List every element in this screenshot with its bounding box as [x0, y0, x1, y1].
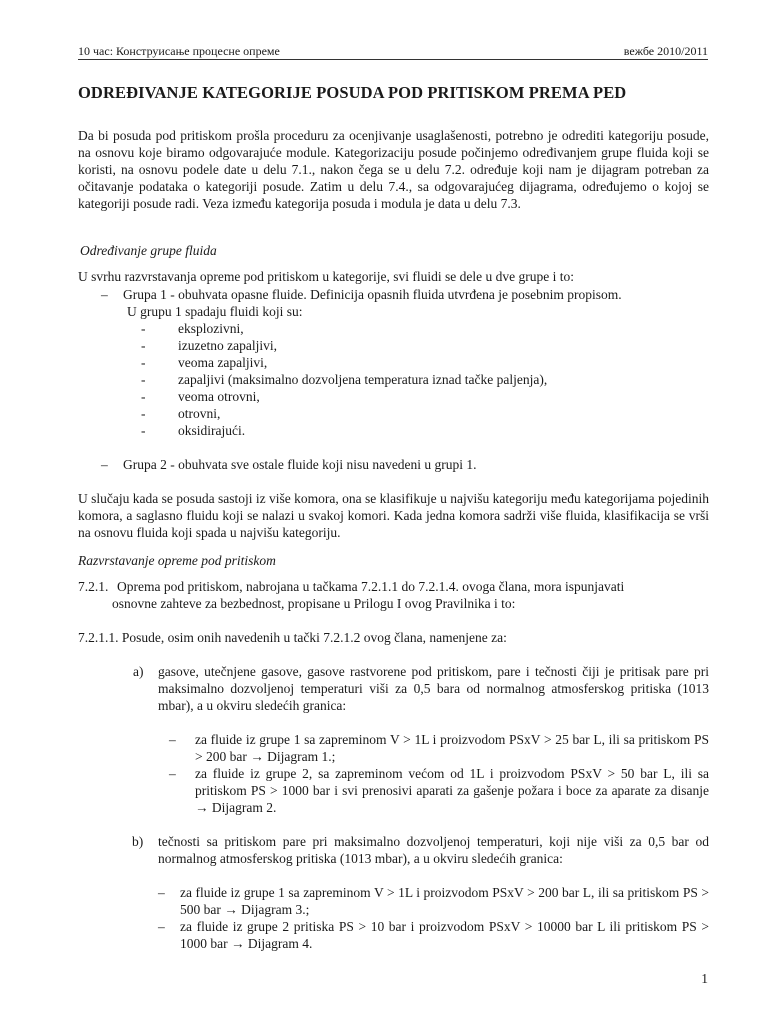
- list-item: veoma zapaljivi,: [178, 355, 268, 370]
- b-item1-bullet: –: [158, 885, 165, 900]
- a-item1-bullet: –: [169, 732, 176, 747]
- page-title: ODREĐIVANJE KATEGORIJE POSUDA POD PRITISKOM PREMA PED: [78, 83, 627, 102]
- clause-7-2-1-line1: Oprema pod pritiskom, nabrojana u tačkama 7.2.1.1 do 7.2.1.4. ovoga člana, mora ispunjavati: [117, 579, 625, 594]
- list-item: eksplozivni,: [178, 321, 244, 336]
- list-item: zapaljivi (maksimalno dozvoljena temperatura iznad tačke paljenja),: [178, 372, 548, 387]
- group1-bullet: –: [101, 287, 108, 302]
- clause-7-2-1-line2: osnovne zahteve za bezbednost, propisane u Prilogu I ovog Pravilnika i to:: [112, 596, 516, 611]
- header-right: вежбе 2010/2011: [623, 44, 708, 58]
- section-heading-fluid-groups: Određivanje grupe fluida: [80, 243, 217, 258]
- item-a-label: a): [133, 664, 144, 679]
- item-b-text: tečnosti sa pritiskom pare pri maksimalno dozvoljenoj temperaturi, koji nije viši za 0,5 bar od normalnog atmosferskog pritiska (1013 mbar), a u okviru sledećih granica:: [158, 834, 709, 866]
- group1-text: Grupa 1 - obuhvata opasne fluide. Definicija opasnih fluida utvrđena je posebnim propisom.: [123, 287, 622, 302]
- a-item1-text: za fluide iz grupe 1 sa zapreminom V > 1L i proizvodom PSxV > 25 bar L, ili sa pritiskom PS > 200 bar → Dijagram 1.;: [195, 732, 709, 764]
- list-item: izuzetno zapaljivi,: [178, 338, 277, 353]
- group2-text: Grupa 2 - obuhvata sve ostale fluide koji nisu navedeni u grupi 1.: [123, 457, 477, 472]
- group1-sublead: U grupu 1 spadaju fluidi koji su:: [127, 304, 303, 319]
- group2-bullet: –: [101, 457, 108, 472]
- document-page: 10 час: Конструисање процесне опреме вежбе 2010/2011 ODREĐIVANJE KATEGORIJE POSUDA POD PRITISKOM PREMA PED Da bi posuda pod pritiskom prošla proceduru za ocenjivanje usaglašenosti, potrebno je odrediti kategoriju posude, na osnovu koje biramo odgovarajuće module. Kategorizaciju posude počinjemo određivanjem grupe fluida koji se koristi, na osnovu podele date u delu 7.1., nakon čega se u delu 7.2. određuje koji nam je dijagram potreban za očitavanje podataka o kategoriji posude. Zatim u delu 7.4., sa odgovarajućeg dijagrama, određujemo o kojoj se kategoriji posude radi. Veza između kategorija posuda i modula je data u delu 7.3. Određivanje grupe fluida U svrhu razvrstavanja opreme pod pritiskom u kategorije, svi fluidi se dele u dve grupe i to: – Grupa 1 - obuhvata opasne fluide. Definicija opasnih fluida utvrđena je posebnim propisom. U grupu 1 spadaju fluidi koji su: - eksplozivni, - izuzetno zapaljivi, - veoma zapaljivi, - zapaljivi (maksimalno dozvoljena temperatura iznad tačke paljenja), - veoma otrovni, - otrovni, - oksidirajući. – Grupa 2 - obuhvata sve ostale fluide koji nisu navedeni u grupi 1. U slučaju kada se posuda sastoji iz više komora, ona se klasifikuje u najvišu kategoriju među kategorijama pojedinih komora, a saglasno fluidu koji se nalazi u svakoj komori. Kada jedna komora sadrži više fluida, klasifikacija se vrši na osnovu fluida koji spada u najvišu kategoriju. Razvrstavanje opreme pod pritiskom 7.2.1. Oprema pod pritiskom, nabrojana u tačkama 7.2.1.1 do 7.2.1.4. ovoga člana, mora ispunjavati osnovne zahteve za bezbednost, propisane u Prilogu I ovog Pravilnika i to: 7.2.1.1. Posude, osim onih navedenih u tački 7.2.1.2 ovog člana, namenjene za: a) gasove, utečnjene gasove, gasove rastvorene pod pritiskom, pare i tečnosti čiji je pritisak pare pri maksimalno dozvoljenoj temperaturi viši za 0,5 bara od normalnog atmosferskog pritiska (1013 mbar), a u okviru sledećih granica: – za fluide iz grupe 1 sa zapreminom V > 1L i proizvodom PSxV > 25 bar L, ili sa pritiskom PS > 200 bar → Dijagram 1.; – za fluide iz grupe 2, sa zapreminom većom od 1L i proizvodom PSxV > 50 bar L, ili sa pritiskom PS > 1000 bar i svi prenosivi aparati za gašenje požara i boce za aparate za disanje → Dijagram 2. b) tečnosti sa pritiskom pare pri maksimalno dozvoljenoj temperaturi, koji nije viši za 0,5 bar od normalnog atmosferskog pritiska (1013 mbar), a u okviru sledećih granica: – za fluide iz grupe 1 sa zapreminom V > 1L i proizvodom PSxV > 200 bar L, ili sa pritiskom PS > 500 bar → Dijagram 3.; – za fluide iz grupe 2 pritiska PS > 10 bar i proizvodom PSxV > 10000 bar L ili pritiskom PS > 1000 bar → Dijagram 4. 1: [78, 44, 709, 986]
- b-item2-bullet: –: [158, 919, 165, 934]
- running-header: [78, 44, 708, 60]
- clause-7-2-1-1: 7.2.1.1. Posude, osim onih navedenih u tački 7.2.1.2 ovog člana, namenjene za:: [78, 630, 507, 645]
- header-left: 10 час: Конструисање процесне опреме: [78, 44, 280, 58]
- fluid-groups-lead: U svrhu razvrstavanja opreme pod pritiskom u kategorije, svi fluidi se dele u dve grupe i to:: [78, 269, 574, 284]
- list-item: veoma otrovni,: [178, 389, 260, 404]
- item-b-label: b): [132, 834, 144, 849]
- item-a-text: gasove, utečnjene gasove, gasove rastvorene pod pritiskom, pare i tečnosti čiji je pritisak pare pri maksimalno dozvoljenoj temperaturi viši za 0,5 bara od normalnog atmosferskog pritiska (1013 mbar), a u okviru sledećih granica:: [158, 664, 709, 713]
- b-item1-text: za fluide iz grupe 1 sa zapreminom V > 1L i proizvodom PSxV > 200 bar L, ili sa pritiskom PS > 500 bar → Dijagram 3.;: [180, 885, 709, 917]
- list-item: oksidirajući.: [178, 423, 246, 438]
- section-heading-classification: Razvrstavanje opreme pod pritiskom: [78, 553, 276, 568]
- clause-7-2-1-number: 7.2.1.: [78, 579, 109, 594]
- multi-chamber-paragraph: U slučaju kada se posuda sastoji iz više komora, ona se klasifikuje u najvišu kategoriju među kategorijama pojedinih komora, a saglasno fluidu koji se nalazi u svakoj komori. Kada jedna komora sadrži više fluida, klasifikacija se vrši na osnovu fluida koji spada u najvišu kategoriju.: [78, 491, 709, 540]
- a-item2-bullet: –: [169, 766, 176, 781]
- intro-paragraph: Da bi posuda pod pritiskom prošla proceduru za ocenjivanje usaglašenosti, potrebno je odrediti kategoriju posude, na osnovu koje biramo odgovarajuće module. Kategorizaciju posude počinjemo određivanjem grupe fluida koji se koristi, na osnovu podele date u delu 7.1., nakon čega se u delu 7.2. određuje koji nam je dijagram potreban za očitavanje podataka o kategoriji posude. Zatim u delu 7.4., sa odgovarajućeg dijagrama, određujemo o kojoj se kategoriji posude radi. Veza između kategorija posuda i modula je data u delu 7.3.: [78, 128, 709, 211]
- b-item2-text: za fluide iz grupe 2 pritiska PS > 10 bar i proizvodom PSxV > 10000 bar L ili pritiskom PS > 1000 bar → Dijagram 4.: [180, 919, 709, 951]
- page-number: 1: [701, 971, 708, 986]
- a-item2-text: za fluide iz grupe 2, sa zapreminom većom od 1L i proizvodom PSxV > 50 bar L, ili sa pritiskom PS > 1000 bar i svi prenosivi aparati za gašenje požara i boce za aparate za disanje → Dijagram 2.: [195, 766, 709, 815]
- list-item: otrovni,: [178, 406, 221, 421]
